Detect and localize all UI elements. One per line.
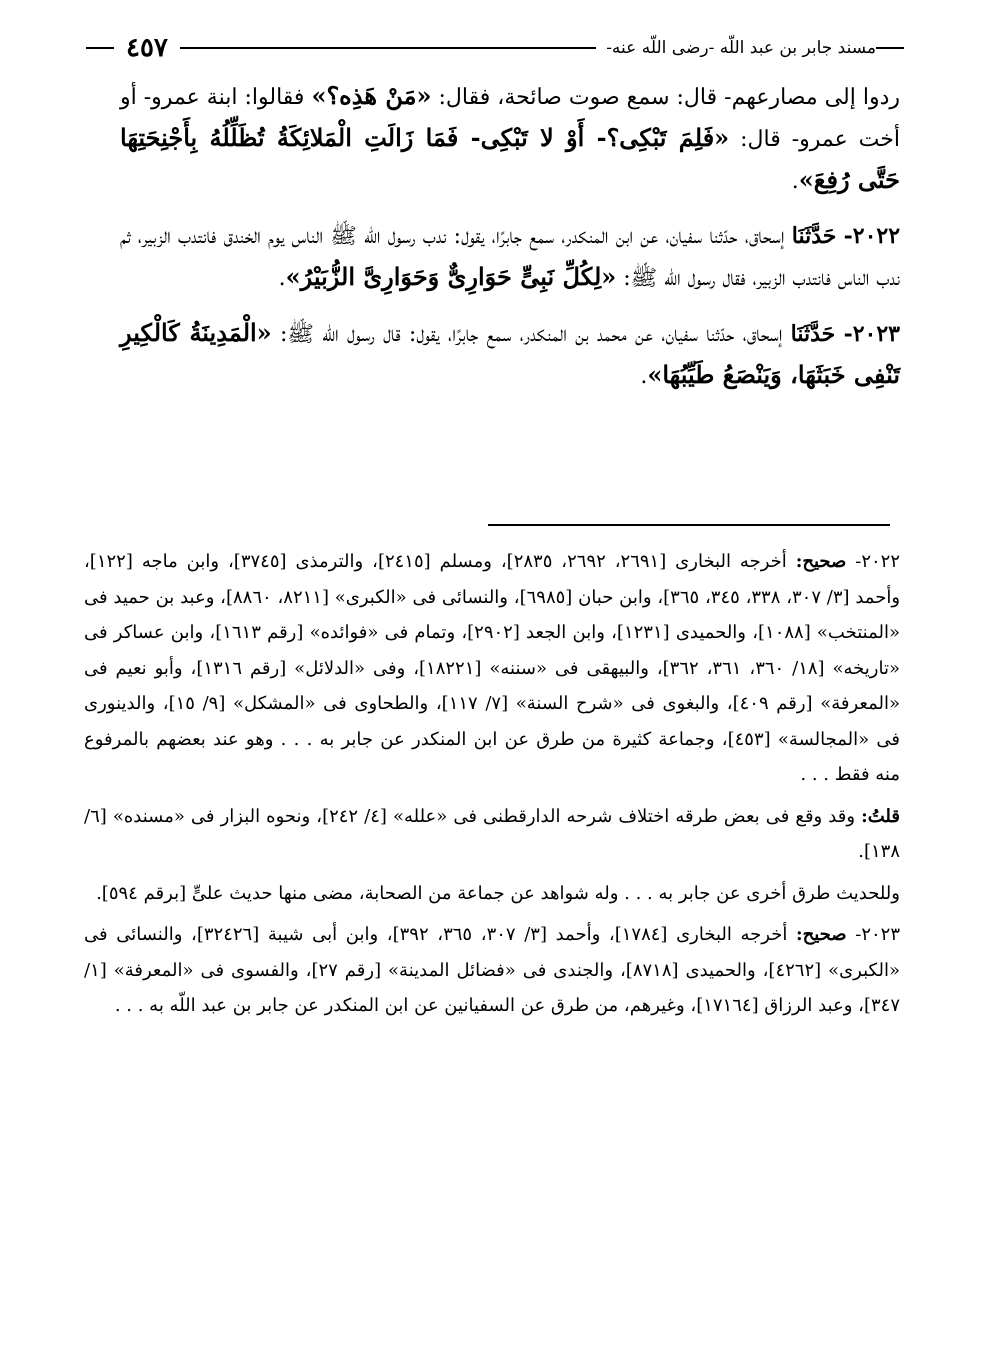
qultu-label: قلتُ: [861, 805, 900, 827]
prophetic-quote: «لِكُلِّ نَبِىٍّ حَوَارِىٌّ وَحَوَارِىَّ الزُّبَيْرُ» [285, 262, 617, 291]
hadith-number: ٢٠٢٢- [843, 223, 901, 249]
grade-label: صحيح: [795, 924, 847, 945]
footnote-text: أخرجه البخارى [٢٦٩١، ٢٦٩٢، ٢٨٣٥]، ومسلم [٢٤١٥]، والترمذى [٣٧٤٥]، وابن ماجه [١٢٢]، وأحمد [٣/ ٣٠٧، ٣٣٨، ٣٤٥، ٣٦٥]، وابن حبان [٦٩٨٥]، والنسائى فى «الكبرى» [٨٢١١، ٨٨٦٠]، وعبد بن حميد فى «المنتخب» [١٠٨٨]، والحميدى [١٢٣١]، وابن الجعد [٢٩٠٢]، وتمام فى «فوائده» [رقم ١٦١٣]، وابن عساكر فى «تاريخه» [١٨/ ٣٦٠، ٣٦١، ٣٦٢]، والبيهقى فى «سننه» [١٨٢٢١]، وفى «الدلائل» [رقم ١٣١٦]، وأبو نعيم فى «المعرفة» [رقم ٤٠٩]، والبغوى فى «شرح السنة» [٧/ ١١٧]، والطحاوى فى «المشكل» [٩/ ١٥]، والدينورى فى «المجالسة» [٤٥٣]، وجماعة كثيرة من طرق عن ابن المنكدر عن جابر به . . . وهو عند بعضهم بالمرفوع منه فقط . . . [84, 551, 901, 785]
footnote-shawahid: وللحديث طرق أخرى عن جابر به . . . وله شواهد عن جماعة من الصحابة، مضى منها حديث علىٍّ [برقم ٥٩٤]. [96, 882, 900, 904]
text: . [640, 364, 648, 389]
page-number: ٤٥٧ [126, 33, 168, 63]
text: إسحاق، حدّثنا سفيان، عن ابن المنكدر، سمع جابرًا، يقول: ندب رسول اللّه ﷺ الناس يوم الخندق فانتدب الزبير، ثم ندب الناس فانتدب الزبير، فقال رسول اللّه ﷺ: [120, 224, 900, 291]
grade-label: صحيح: [795, 551, 847, 572]
prophetic-quote: «فَلِمَ تَبْكِى؟- أَوْ لا تَبْكِى- فَمَا زَالَتِ الْمَلائِكَةُ تُظَلِّلُهُ بِأَجْنِحَتِهَا حَتَّى رُفِعَ» [120, 123, 900, 194]
footnote-2023 [84, 917, 900, 1024]
text: إسحاق، حدّثنا سفيان، عن محمد بن المنكدر، سمع جابرًا، يقول: قال رسول اللّه ﷺ: [271, 322, 791, 347]
footnotes [84, 544, 900, 1030]
hadith-number: ٢٠٢٣- [843, 321, 900, 347]
header-rule [180, 47, 596, 49]
chain-word: حَدَّثَنَا [791, 223, 837, 249]
header-end-rule [876, 47, 904, 49]
page-header [86, 28, 904, 68]
prophetic-quote: «الْمَدِينَةُ كَالْكِيرِ تَنْفِى خَبَثَهَا، وَيَنْصَعُ طَيِّبُهَا» [120, 318, 900, 389]
footnote-note [84, 799, 900, 870]
text: فقالوا: ابنة عمرو- أو أخت عمرو- قال: [120, 85, 900, 152]
hadith-continuation [120, 76, 900, 202]
main-text [120, 76, 900, 411]
running-title: مسند جابر بن عبد اللّه -رضى اللّه عنه- [606, 38, 876, 58]
footnote-text: أخرجه البخارى [١٧٨٤]، وأحمد [٣/ ٣٠٧، ٣٦٥، ٣٩٢]، وابن أبى شيبة [٣٢٤٢٦]، والنسائى فى «الكبرى» [٤٢٦٢]، والحميدى [٨٧١٨]، والجندى فى «فضائل المدينة» [رقم ٢٧]، والفسوى فى «المعرفة» [١/ ٣٤٧]، وعبد الرزاق [١٧١٦٤]، وغيرهم، من طرق عن السفيانين عن ابن المنكدر عن جابر بن عبد اللّه به . . . [84, 924, 900, 1016]
footnote-divider [488, 524, 890, 526]
hadith-2023 [120, 313, 900, 397]
footnote-number: ٢٠٢٣- [855, 924, 900, 945]
text: . [278, 266, 286, 291]
footnote-number: ٢٠٢٢- [855, 551, 900, 572]
text: . [791, 169, 799, 194]
footnote-2022 [84, 544, 900, 793]
hadith-2022 [120, 216, 900, 299]
header-end-rule [86, 47, 114, 49]
prophetic-quote: «مَنْ هَذِه؟» [311, 81, 432, 110]
footnote-text: وقد وقع فى بعض طرقه اختلاف شرحه الدارقطنى فى «علله» [٤/ ٢٤٢]، ونحوه البزار فى «مسنده» [٦/ ١٣٨]. [84, 805, 900, 862]
chain-word: حَدَّثَنَا [790, 321, 836, 347]
text: ردوا إلى مصارعهم- قال: سمع صوت صائحة، فقال: [431, 85, 900, 110]
